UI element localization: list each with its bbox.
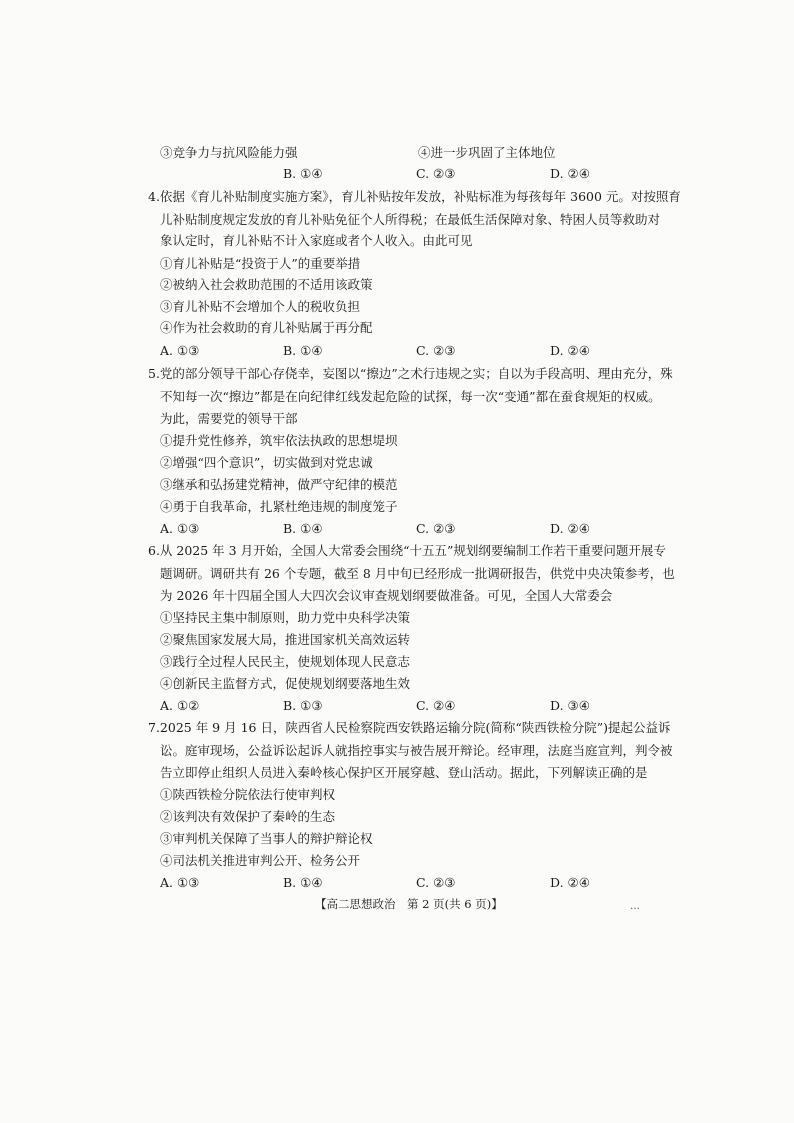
q6-option-1: ①坚持民主集中制原则，助力党中央科学决策	[160, 610, 411, 625]
q4-stem-line-2: 儿补贴制度规定发放的育儿补贴免征个人所得税；在最低生活保障对象、特困人员等救助对	[160, 212, 661, 227]
q7-option-2: ②该判决有效保护了秦岭的生态	[160, 809, 336, 824]
q7-stem-line-1: 7.2025 年 9 月 16 日，陕西省人民检察院西安铁路运输分院(简称“陕西铁检分院”)提起公益诉	[148, 720, 671, 735]
q4-option-1: ①育儿补贴是“投资于人”的重要举措	[160, 256, 361, 271]
q5-choice-d: D. ②④	[550, 521, 590, 536]
q7-option-4: ④司法机关推进审判公开、检务公开	[160, 853, 361, 868]
q4-option-3: ③育儿补贴不会增加个人的税收负担	[160, 299, 361, 314]
q5-option-2: ②增强“四个意识”，切实做到对党忠诚	[160, 455, 373, 470]
q4-option-4: ④作为社会救助的育儿补贴属于再分配	[160, 320, 373, 335]
q4-choice-b: B. ①④	[283, 343, 323, 358]
q6-choice-a: A. ①②	[160, 698, 200, 713]
q4-choice-d: D. ②④	[550, 343, 590, 358]
page-footer: 【高二思想政治 第 2 页(共 6 页)】	[315, 897, 503, 911]
q6-choice-b: B. ①③	[283, 698, 323, 713]
q6-option-4: ④创新民主监督方式，促使规划纲要落地生效	[160, 676, 411, 691]
q6-stem-line-1: 6.从 2025 年 3 月开始，全国人大常委会围绕“十五五”规划纲要编制工作若干重要问题开展专	[148, 543, 666, 558]
q5-option-3: ③继承和弘扬建党精神，做严守纪律的模范	[160, 477, 398, 492]
q7-stem-line-2: 讼。庭审现场，公益诉讼起诉人就指控事实与被告展开辩论。经审理，法庭当庭宣判，判令被	[160, 743, 673, 758]
q5-choice-b: B. ①④	[283, 521, 323, 536]
q5-option-1: ①提升党性修养，筑牢依法执政的思想堤坝	[160, 433, 398, 448]
q5-choices	[160, 519, 600, 539]
q6-option-3: ③践行全过程人民民主，使规划体现人民意志	[160, 654, 411, 669]
q5-stem-line-2: 不知每一次“擦边”都是在向纪律红线发起危险的试探，每一次“变通”都在蚕食规矩的权威。	[160, 389, 661, 404]
q3-choices	[160, 164, 600, 184]
q4-option-2: ②被纳入社会救助范围的不适用该政策	[160, 277, 373, 292]
q3-option-4: ④进一步巩固了主体地位	[418, 145, 556, 160]
q3-choice-b: B. ①④	[283, 166, 323, 181]
q7-choices	[160, 873, 600, 893]
q5-choice-a: A. ①③	[160, 521, 200, 536]
q7-choice-a: A. ①③	[160, 875, 200, 890]
q3-choice-d: D. ②④	[550, 166, 590, 181]
q7-option-1: ①陕西铁检分院依法行使审判权	[160, 787, 336, 802]
q3-choice-c: C. ②③	[416, 166, 456, 181]
q4-choice-a: A. ①③	[160, 343, 200, 358]
q7-stem-line-3: 告立即停止组织人员进入秦岭核心保护区开展穿越、登山活动。据此，下列解读正确的是	[160, 765, 648, 780]
q4-stem-line-3: 象认定时，育儿补贴不计入家庭或者个人收入。由此可见	[160, 233, 473, 248]
q4-stem-line-1: 4.依据《育儿补贴制度实施方案》，育儿补贴按年发放，补贴标准为每孩每年 3600 元。对按照育	[148, 189, 681, 204]
q6-option-2: ②聚焦国家发展大局，推进国家机关高效运转	[160, 632, 411, 647]
q4-choices	[160, 341, 600, 361]
q7-choice-b: B. ①④	[283, 875, 323, 890]
q7-option-3: ③审判机关保障了当事人的辩护辩论权	[160, 831, 373, 846]
q5-choice-c: C. ②③	[416, 521, 456, 536]
q6-choices	[160, 696, 600, 716]
q6-stem-line-3: 为 2026 年十四届全国人大四次会议审查规划纲要做准备。可见，全国人大常委会	[160, 588, 613, 603]
q5-stem-line-3: 为此，需要党的领导干部	[160, 411, 298, 426]
q6-stem-line-2: 题调研。调研共有 26 个专题，截至 8 月中旬已经形成一批调研报告，供党中央决策参考，也	[160, 566, 675, 581]
q7-choice-d: D. ②④	[550, 875, 590, 890]
q3-option-3: ③竞争力与抗风险能力强	[160, 145, 298, 160]
q6-choice-c: C. ②④	[416, 698, 456, 713]
q4-choice-c: C. ②③	[416, 343, 456, 358]
q5-stem-line-1: 5.党的部分领导干部心存侥幸，妄图以“擦边”之术行违规之实；自以为手段高明、理由充分，殊	[148, 366, 673, 381]
q7-choice-c: C. ②③	[416, 875, 456, 890]
footer-mark: …	[630, 901, 640, 912]
q5-option-4: ④勇于自我革命，扎紧杜绝违规的制度笼子	[160, 499, 398, 514]
q6-choice-d: D. ③④	[550, 698, 590, 713]
